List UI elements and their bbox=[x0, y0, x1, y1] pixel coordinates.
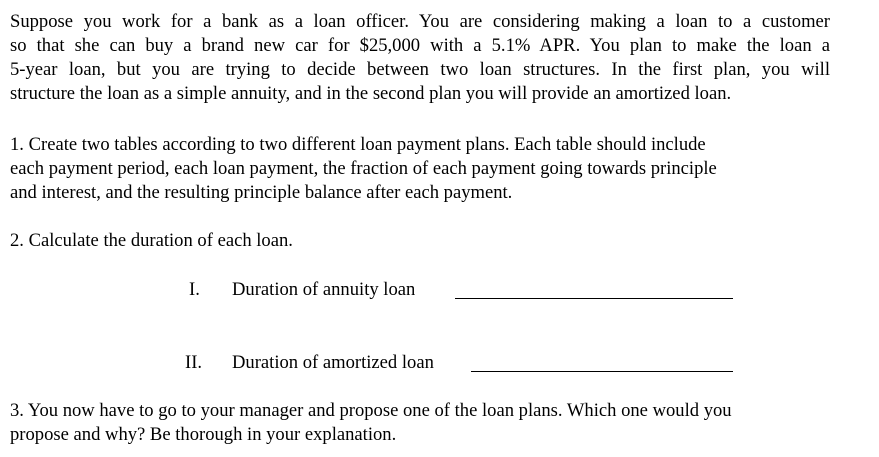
answer-label-amortized: Duration of amortized loan bbox=[232, 352, 434, 373]
intro-paragraph bbox=[10, 10, 830, 106]
question-3 bbox=[10, 399, 732, 447]
question-3-line: propose and why? Be thorough in your explanation. bbox=[10, 424, 397, 445]
question-1-line: each payment period, each loan payment, the fraction of each payment going towards principle bbox=[10, 158, 717, 179]
intro-line: so that she can buy a brand new car for $25,000 with a 5.1% APR. You plan to make the loan a bbox=[10, 35, 830, 56]
question-1 bbox=[10, 133, 717, 205]
answer-blank-annuity[interactable] bbox=[455, 298, 733, 299]
question-3-line: 3. You now have to go to your manager and propose one of the loan plans. Which one would you bbox=[10, 400, 732, 421]
question-2 bbox=[10, 229, 293, 253]
roman-numeral: II. bbox=[185, 352, 203, 373]
roman-numeral: I. bbox=[189, 279, 200, 300]
intro-line: structure the loan as a simple annuity, and in the second plan you will provide an amortized loan. bbox=[10, 83, 732, 104]
intro-line: 5-year loan, but you are trying to decide between two loan structures. In the first plan, you will bbox=[10, 59, 830, 80]
question-1-line: and interest, and the resulting principle balance after each payment. bbox=[10, 182, 513, 203]
question-1-line: 1. Create two tables according to two different loan payment plans. Each table should include bbox=[10, 134, 706, 155]
answer-blank-amortized[interactable] bbox=[471, 371, 733, 372]
intro-line: Suppose you work for a bank as a loan officer. You are considering making a loan to a customer bbox=[10, 11, 830, 32]
answer-label-annuity: Duration of annuity loan bbox=[232, 279, 416, 300]
question-2-text: 2. Calculate the duration of each loan. bbox=[10, 230, 293, 251]
